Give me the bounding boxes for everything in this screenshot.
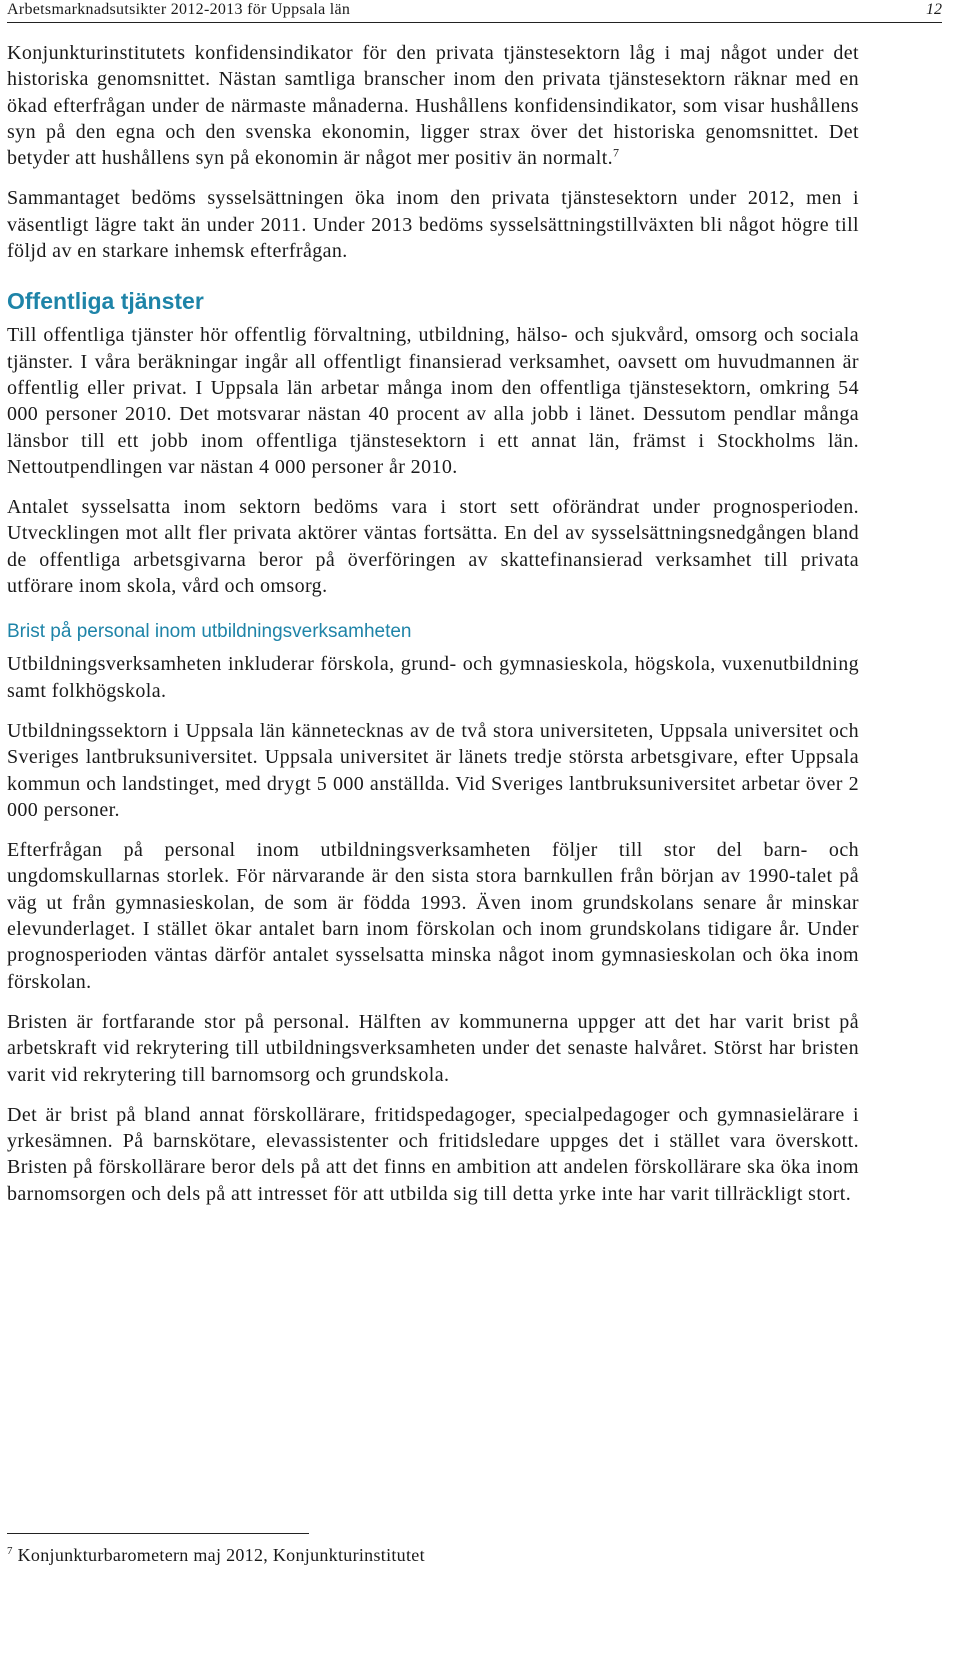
main-content (7, 40, 859, 1221)
footnote-text: Konjunkturbarometern maj 2012, Konjunkturinstitutet (17, 1545, 425, 1565)
paragraph: Till offentliga tjänster hör offentlig förvaltning, utbildning, hälso- och sjukvård, omsorg och sociala tjänster. I våra beräkningar ingår all offentligt finansierad verksamhet, oavsett om huvudmannen är offentlig eller privat. I Uppsala län arbetar många inom den offentliga tjänstesektorn, omkring 54 000 personer 2010. Det motsvarar nästan 40 procent av alla jobb i länet. Dessutom pendlar många länsbor till ett jobb inom offentliga tjänstesektorn i ett annat län, främst i Stockholms län. Nettoutpendlingen var nästan 4 000 personer år 2010. (7, 324, 859, 478)
paragraph: Det är brist på bland annat förskollärare, fritidspedagoger, specialpedagoger och gymnasielärare i yrkesämnen. På barnskötare, elevassistenter och fritidsledare uppges det i stället vara överskott. Bristen på förskollärare beror dels på att det finns en ambition att andelen förskollärare ska öka inom barnomsorgen och dels på att intresset för att utbilda sig till detta yrke inte har varit tillräckligt stort. (7, 1103, 859, 1205)
footnote-number: 7 (7, 1545, 13, 1557)
header-title: Arbetsmarknadsutsikter 2012-2013 för Uppsala län (7, 1, 351, 18)
paragraph: Utbildningssektorn i Uppsala län kännetecknas av de två stora universiteten, Uppsala universitet och Sveriges lantbruksuniversitet. Uppsala universitet är länets tredje största arbetsgivare, efter Uppsala kommun och landstinget, med drygt 5 000 anställda. Vid Sveriges lantbruksuniversitet arbetar över 2 000 personer. (7, 719, 859, 821)
paragraph: Bristen är fortfarande stor på personal. Hälften av kommunerna uppger att det har varit brist på arbetskraft vid rekrytering till utbildningsverksamheten under det senaste halvåret. Störst har bristen varit vid rekrytering till barnomsorg och grundskola. (7, 1010, 859, 1086)
footnote-reference: 7 (613, 145, 620, 160)
page-number: 12 (926, 1, 942, 18)
paragraph: Antalet sysselsatta inom sektorn bedöms vara i stort sett oförändrat under prognosperioden. Utvecklingen mot allt fler privata aktörer väntas fortsätta. En del av sysselsättningsnedgången bland de offentliga arbetsgivarna beror på överföringen av skattefinansierad verksamhet till privata utförare inom skola, vård och omsorg. (7, 496, 859, 598)
page-header (7, 0, 942, 23)
section-heading-offentliga: Offentliga tjänster (7, 288, 204, 315)
paragraph: Sammantaget bedöms sysselsättningen öka inom den privata tjänstesektorn under 2012, men i väsentligt lägre takt än under 2011. Under 2013 bedöms sysselsättningstillväxten bli något högre till följd av en starkare inhemsk efterfrågan. (7, 187, 859, 263)
paragraph: Efterfrågan på personal inom utbildningsverksamheten följer till stor del barn- och ungdomskullarnas storlek. För närvarande är den sista stora barnkullen från början av 1990-talet på väg ut från gymnasieskolan, de som är födda 1993. Även inom grundskolans senare år minskar elevunderlaget. I stället ökar antalet barn inom förskolan och inom grundskolans tidigare år. Under prognosperioden väntas därför antalet sysselsatta minska något inom gymnasieskolan och öka inom förskolan. (7, 839, 859, 993)
paragraph-text: Konjunkturinstitutets konfidensindikator för den privata tjänstesektorn låg i maj något under det historiska genomsnittet. Nästan samtliga branscher inom den privata tjänstesektorn räknar med en ökad efterfrågan under de närmaste månaderna. Hushållens konfidensindikator, som visar hushållens syn på den egna och den svenska ekonomin, ligger strax över det historiska genomsnittet. Det betyder att hushållens syn på ekonomin är något mer positiv än normalt. (7, 42, 859, 170)
footnote (7, 1543, 425, 1567)
subsection-heading-utbildning: Brist på personal inom utbildningsverksamheten (7, 621, 412, 643)
paragraph (7, 40, 859, 171)
paragraph: Utbildningsverksamheten inkluderar förskola, grund- och gymnasieskola, högskola, vuxenutbildning samt folkhögskola. (7, 653, 859, 702)
footnote-divider (7, 1533, 309, 1534)
